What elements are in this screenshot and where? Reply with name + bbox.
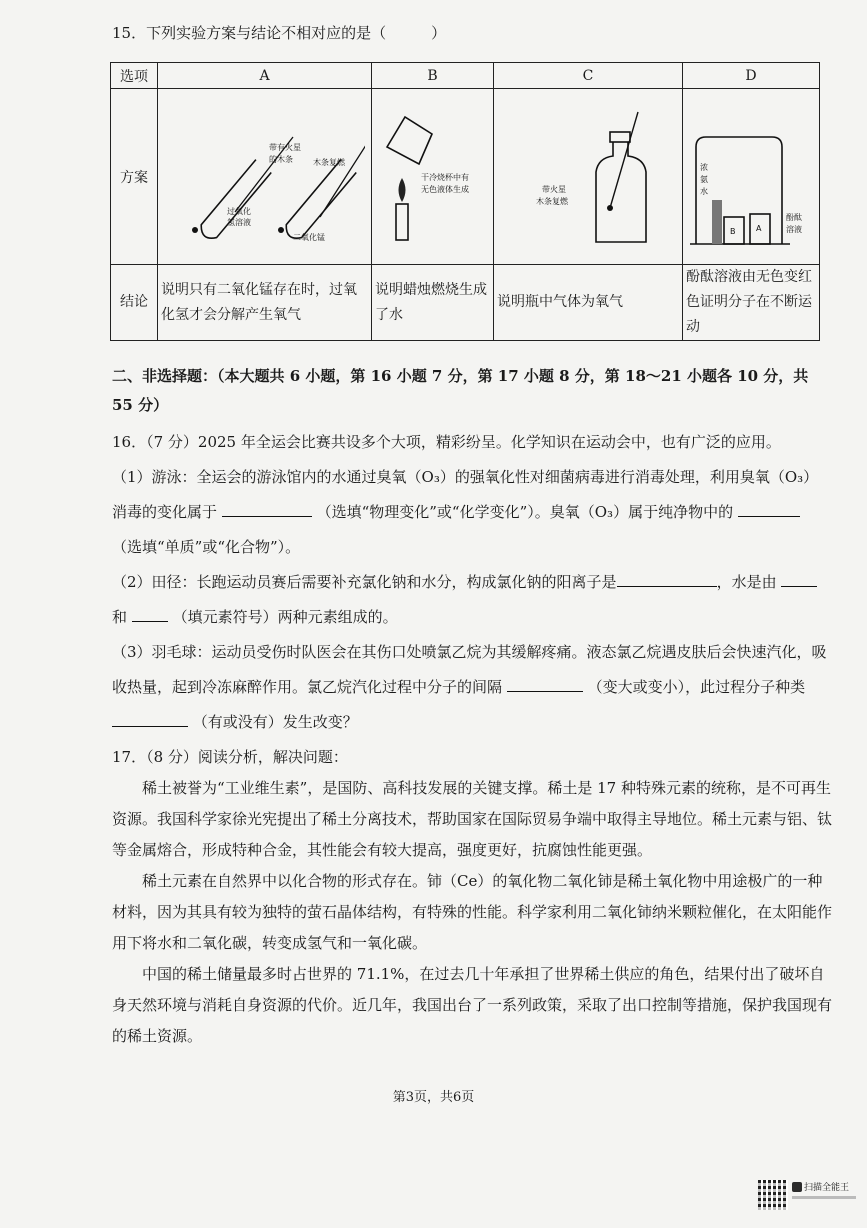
- label-ammonia-1: 浓: [700, 162, 708, 172]
- label-h2o2-top: 过氧化: [226, 206, 251, 216]
- plan-label: 方案: [111, 89, 158, 265]
- q16-part1-text-c: （选填“单质”或“化合物”）。: [112, 538, 301, 556]
- q16-part2-text-a: （2）田径：长跑运动员赛后需要补充氯化钠和水分，构成氯化钠的阳离子是: [112, 573, 617, 591]
- question-16-part-1: [112, 460, 832, 565]
- q16-part2-text-d: （填元素符号）两种元素组成的。: [172, 608, 398, 626]
- q16-part1-text-b: （选填“物理变化”或“化学变化”）。臭氧（O₃）属于纯净物中的: [316, 503, 734, 521]
- q16-blank-1[interactable]: [222, 500, 312, 517]
- scanner-stamp-subline: [792, 1196, 856, 1199]
- q16-part3-text-c: （有或没有）发生改变？: [192, 713, 358, 731]
- label-phenol-2: 溶液: [786, 224, 802, 234]
- page-footer: 第3页，共6页: [392, 1090, 475, 1105]
- test-tubes-diagram: [165, 92, 365, 262]
- table-header-row: [111, 63, 820, 89]
- question-17-intro: 17．（8 分）阅读分析，解决问题：: [112, 748, 348, 766]
- ammonia-diffusion-diagram: [686, 92, 816, 262]
- question-16: [112, 425, 832, 740]
- question-15-stem: 15．下列实验方案与结论不相对应的是（ ）: [112, 24, 447, 42]
- conclusion-c: 说明瓶中气体为氧气: [494, 265, 683, 341]
- label-ammonia-2: 氨: [700, 174, 708, 184]
- conclusion-b: 说明蜡烛燃烧生成了水: [372, 265, 494, 341]
- question-17: [112, 742, 832, 1052]
- label-ammonia-3: 水: [700, 186, 708, 196]
- q16-part2-text-c: 和: [112, 608, 128, 626]
- scanner-stamp-text: 扫描全能王: [804, 1183, 850, 1193]
- question-16-part-3: [112, 635, 832, 740]
- label-phenol-1: 酚酞: [786, 212, 802, 222]
- label-beaker-a: A: [756, 223, 762, 233]
- conclusion-a: 说明只有二氧化锰存在时，过氧化氢才会分解产生氧气: [158, 265, 372, 341]
- conclusion-label: 结论: [111, 265, 158, 341]
- plan-d-diagram: [683, 89, 820, 265]
- section-2-heading: 二、非选择题：（本大题共 6 小题，第 16 小题 7 分，第 17 小题 8 分，第 18～21 小题各 10 分，共 55 分）: [112, 367, 809, 414]
- header-option-a: A: [158, 63, 372, 89]
- passage-paragraph-3: 中国的稀土储量最多时占世界的 71.1%，在过去几十年承担了世界稀土供应的角色，结果付出了破坏自身天然环境与消耗自身资源的代价。近几年，我国出台了一系列政策，采取了出口控制等措施，保护我国现有的稀土资源。: [112, 965, 833, 1045]
- label-h2o2-bottom: 氢溶液: [226, 217, 251, 227]
- header-option-b: B: [372, 63, 494, 89]
- q16-part1-text-a: （1）游泳：全运会的游泳馆内的水通过臭氧（O₃）的强氧化性对细菌病毒进行消毒处理，利用臭氧（O₃）消毒的变化属于: [112, 468, 819, 521]
- header-option-d: D: [683, 63, 820, 89]
- q16-blank-7[interactable]: [112, 710, 188, 727]
- scanner-logo-icon: [792, 1182, 802, 1192]
- qr-code-overlay: [758, 1180, 788, 1210]
- gas-bottle-diagram: [498, 92, 678, 262]
- label-beaker-bottom: 无色液体生成: [420, 184, 469, 194]
- q16-blank-2[interactable]: [738, 500, 800, 517]
- plan-b-diagram: [372, 89, 494, 265]
- q16-blank-3[interactable]: [617, 570, 717, 587]
- label-splint-relight: 木条复燃: [536, 196, 568, 206]
- plan-a-diagram: [158, 89, 372, 265]
- question-16-part-2: [112, 565, 832, 635]
- passage-paragraph-2: 稀土元素在自然界中以化合物的形式存在。铈（Ce）的氧化物二氧化铈是稀土氧化物中用途极广的一种材料，因为其具有较为独特的萤石晶体结构，有特殊的性能。科学家利用二氧化铈纳米颗粒催化，在太阳能作用下将水和二氧化碳，转变成氢气和一氧化碳。: [112, 872, 833, 952]
- q16-part2-text-b: ，水是由: [716, 573, 777, 591]
- label-glowing-splint: 带火星: [542, 184, 566, 194]
- q16-blank-4[interactable]: [781, 570, 817, 587]
- scanner-watermark: [758, 1180, 858, 1214]
- plan-row: [111, 89, 820, 265]
- header-option-c: C: [494, 63, 683, 89]
- conclusion-row: [111, 265, 820, 341]
- label-beaker-top: 干冷烧杯中有: [420, 172, 469, 182]
- question-16-intro: 16．（7 分）2025 年全运会比赛共设多个大项，精彩纷呈。化学知识在运动会中，也有广泛的应用。: [112, 433, 781, 451]
- q16-blank-5[interactable]: [132, 605, 168, 622]
- label-splint-bottom: 的木条: [268, 154, 293, 164]
- q16-blank-6[interactable]: [507, 675, 583, 692]
- q16-part3-text-b: （变大或变小），此过程分子种类: [587, 678, 806, 696]
- q16-part3-text-a: （3）羽毛球：运动员受伤时队医会在其伤口处喷氯乙烷为其缓解疼痛。液态氯乙烷遇皮肤后会快速汽化，吸收热量，起到冷冻麻醉作用。氯乙烷汽化过程中分子的间隔: [112, 643, 827, 696]
- passage-paragraph-1: 稀土被誉为“工业维生素”，是国防、高科技发展的关键支撑。稀土是 17 种特殊元素的统称，是不可再生资源。我国科学家徐光宪提出了稀土分离技术，帮助国家在国际贸易争端中取得主导地位。稀土元素与铝、钛等金属熔合，形成特种合金，其性能会有较大提高，强度更好，抗腐蚀性能更强。: [112, 779, 833, 859]
- options-table: [110, 62, 820, 341]
- label-relight: 木条复燃: [312, 157, 345, 167]
- label-mno2: 二氧化锰: [292, 232, 325, 242]
- label-splint-top: 带有火星: [268, 142, 301, 152]
- header-option-label: 选项: [111, 63, 158, 89]
- conclusion-d: 酚酞溶液由无色变红色证明分子在不断运动: [683, 265, 820, 341]
- candle-beaker-diagram: [377, 92, 489, 262]
- plan-c-diagram: [494, 89, 683, 265]
- label-beaker-b: B: [730, 226, 736, 236]
